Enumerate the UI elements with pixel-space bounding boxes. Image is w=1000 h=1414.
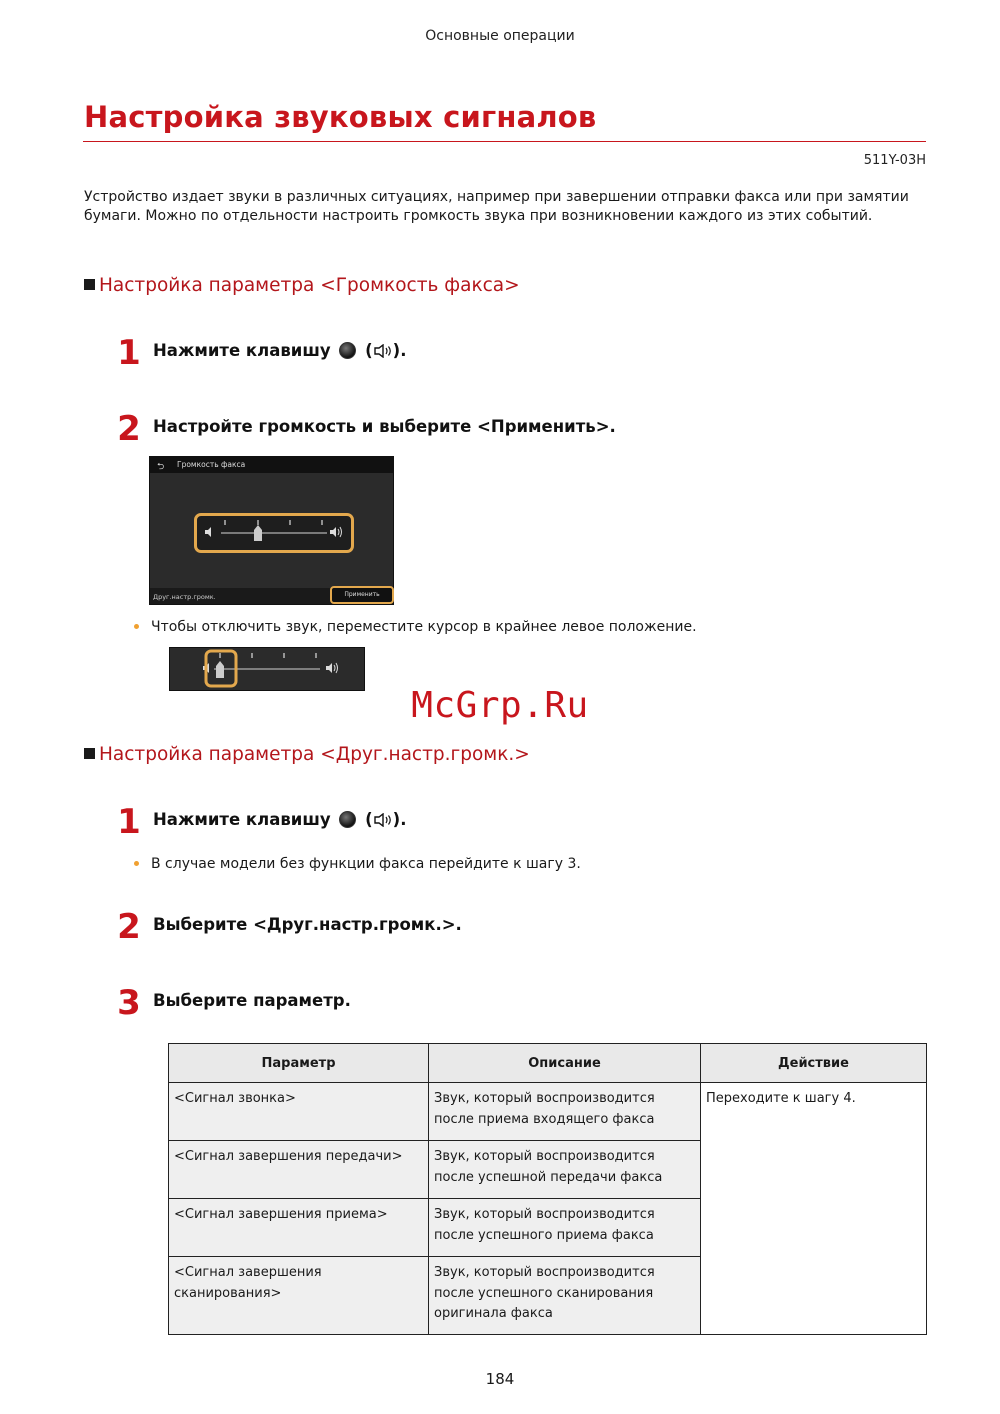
- speaker-icon: [373, 344, 393, 358]
- volume-key-icon: [339, 811, 356, 828]
- speaker-high-icon: [326, 663, 332, 673]
- table-header: Действие: [701, 1044, 927, 1083]
- section-heading-fax-volume: [84, 275, 520, 296]
- step-text: Настройте громкость и выберите <Применить>.: [153, 417, 616, 436]
- desc-cell: Звук, который воспроизводится после успешного сканирования оригинала факса: [429, 1257, 701, 1335]
- step-number: 2: [117, 907, 141, 947]
- bullet-dot-icon: [134, 861, 139, 866]
- mute-volume-slider[interactable]: [170, 648, 364, 690]
- step-text: Нажмите клавишу ( ).: [153, 341, 407, 360]
- bullet-dot-icon: [134, 624, 139, 629]
- step-text: Выберите <Друг.настр.громк.>.: [153, 915, 462, 934]
- table-header: Параметр: [169, 1044, 429, 1083]
- section-heading-text: Настройка параметра <Друг.настр.громк.>: [99, 744, 530, 765]
- desc-cell: Звук, который воспроизводится после успешного приема факса: [429, 1199, 701, 1257]
- page-title: Настройка звуковых сигналов: [84, 100, 597, 134]
- speaker-high-icon: [330, 527, 336, 537]
- volume-slider-panel[interactable]: [194, 513, 354, 553]
- volume-key-icon: [339, 342, 356, 359]
- bullet-note: В случае модели без функции факса перейдите к шагу 3.: [134, 856, 581, 872]
- running-header: Основные операции: [425, 28, 575, 44]
- speaker-low-icon: [205, 527, 211, 537]
- watermark: McGrp.Ru: [411, 685, 589, 726]
- step-number: 2: [117, 409, 141, 449]
- speaker-icon: [373, 813, 393, 827]
- section-heading-text: Настройка параметра <Громкость факса>: [99, 275, 520, 296]
- section-heading-other-volume: [84, 744, 530, 765]
- square-bullet-icon: [84, 748, 95, 759]
- table-header: Описание: [429, 1044, 701, 1083]
- param-cell: <Сигнал завершения сканирования>: [169, 1257, 429, 1335]
- step-text: Выберите параметр.: [153, 991, 351, 1010]
- bullet-note: Чтобы отключить звук, переместите курсор в крайнее левое положение.: [134, 619, 697, 635]
- desc-cell: Звук, который воспроизводится после успешной передачи факса: [429, 1141, 701, 1199]
- slider-thumb: [254, 525, 262, 541]
- param-cell: <Сигнал звонка>: [169, 1083, 429, 1141]
- title-rule: [83, 141, 926, 142]
- param-cell: <Сигнал завершения приема>: [169, 1199, 429, 1257]
- screen-title-bar: [150, 457, 393, 473]
- intro-paragraph: Устройство издает звуки в различных ситуациях, например при завершении отправки факса или при замятии бумаги. Можно по отдельности настроить громкость звука при возникновении каждого из этих событий.: [84, 189, 909, 224]
- volume-slider[interactable]: [197, 516, 351, 550]
- table-row: [169, 1083, 927, 1141]
- back-icon[interactable]: ⮌: [157, 462, 165, 472]
- slider-thumb: [216, 661, 224, 678]
- document-id: 511Y-03H: [863, 153, 926, 168]
- step-number: 1: [117, 802, 141, 842]
- other-volume-button[interactable]: Друг.настр.громк.: [153, 593, 216, 601]
- step-number: 1: [117, 333, 141, 373]
- step-text: Нажмите клавишу ( ).: [153, 810, 407, 829]
- settings-table: [168, 1043, 927, 1335]
- action-cell: Переходите к шагу 4.: [701, 1083, 927, 1335]
- apply-button[interactable]: Применить: [330, 586, 394, 604]
- desc-cell: Звук, который воспроизводится после приема входящего факса: [429, 1083, 701, 1141]
- param-cell: <Сигнал завершения передачи>: [169, 1141, 429, 1199]
- square-bullet-icon: [84, 279, 95, 290]
- screen-title: Громкость факса: [177, 460, 246, 469]
- step-number: 3: [117, 983, 141, 1023]
- page-number: 184: [485, 1370, 515, 1388]
- fax-volume-screen: [149, 456, 394, 605]
